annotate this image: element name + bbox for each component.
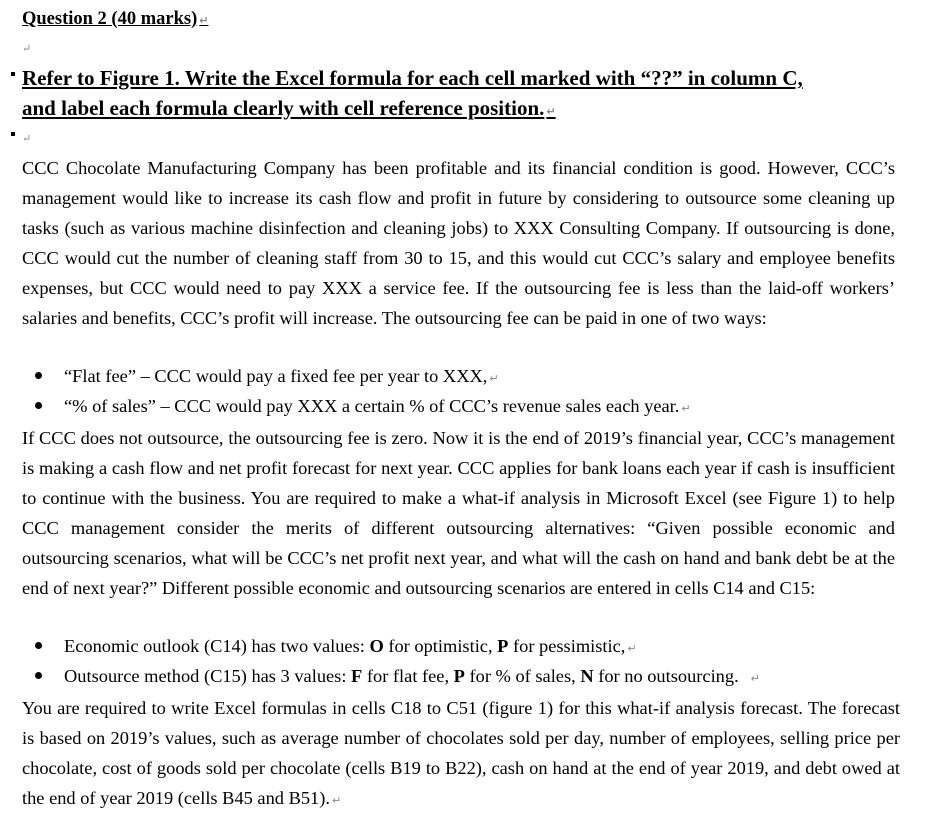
paragraph-outsourcing-context: CCC Chocolate Manufacturing Company has been profitable and its financial condition is good. However, CCC’s management would like to increase its cash flow and profit in future by considering to outsource some cleaning up tasks (such as various machine disinfection and cleaning jobs) to XXX Consulting Company. If outsourcing is done, CCC would cut the number of cleaning staff from 30 to 15, and this would cut CCC’s salary and employee benefits expenses, but CCC would need to pay XXX a service fee. If the outsourcing fee is less than the laid-off workers’ salaries and benefits, CCC’s profit will increase. The outsourcing fee can be paid in one of two ways: xyxy=(22,158,895,328)
question-title: Question 2 (40 marks) ↵ xyxy=(22,9,209,29)
list-item-percent-of-sales: “% of sales” – CCC would pay XXX a certain % of CCC’s revenue sales each year. ↵ xyxy=(35,396,691,417)
bullet-icon xyxy=(35,642,42,649)
instruction-line-1: Refer to Figure 1. Write the Excel formula for each cell marked with “??” in column C, xyxy=(22,66,803,90)
paragraph-task-requirements: You are required to write Excel formulas in cells C18 to C51 (figure 1) for this what-if analysis forecast. The forecast is based on 2019’s values, such as average number of chocolates sold per day, number of employees, selling price per chocolate, cost of goods sold per chocolate (cells B19 to B22), cash on hand at the end of year 2019, and debt owed at the end of year 2019 (cells B45 and B51). ↵ xyxy=(22,698,900,808)
paragraph-marker xyxy=(11,72,15,76)
list-item-outsource-method: Outsource method (C15) has 3 values: F for flat fee, P for % of sales, N for no outsourcing. ↵ xyxy=(35,666,760,687)
paragraph-marker xyxy=(11,132,15,136)
empty-paragraph-mark: ↵ xyxy=(22,133,32,145)
bullet-icon xyxy=(35,372,42,379)
instruction-line-2: and label each formula clearly with cell reference position. ↵ xyxy=(22,96,556,120)
bullet-icon xyxy=(35,672,42,679)
empty-paragraph-mark: ↵ xyxy=(22,43,32,55)
list-item-economic-outlook: Economic outlook (C14) has two values: O for optimistic, P for pessimistic, ↵ xyxy=(35,636,637,657)
bullet-icon xyxy=(35,402,42,409)
paragraph-what-if-analysis: If CCC does not outsource, the outsourcing fee is zero. Now it is the end of 2019’s financial year, CCC’s management is making a cash flow and net profit forecast for next year. CCC applies for bank loans each year if cash is insufficient to continue with the business. You are required to make a what-if analysis in Microsoft Excel (see Figure 1) to help CCC management consider the merits of different outsourcing alternatives: “Given possible economic and outsourcing scenarios, what will be CCC’s net profit next year, and what will the cash on hand and bank debt be at the end of next year?” Different possible economic and outsourcing scenarios are entered in cells C14 and C15: xyxy=(22,428,895,598)
list-item-flat-fee: “Flat fee” – CCC would pay a fixed fee per year to XXX, ↵ xyxy=(35,366,499,387)
